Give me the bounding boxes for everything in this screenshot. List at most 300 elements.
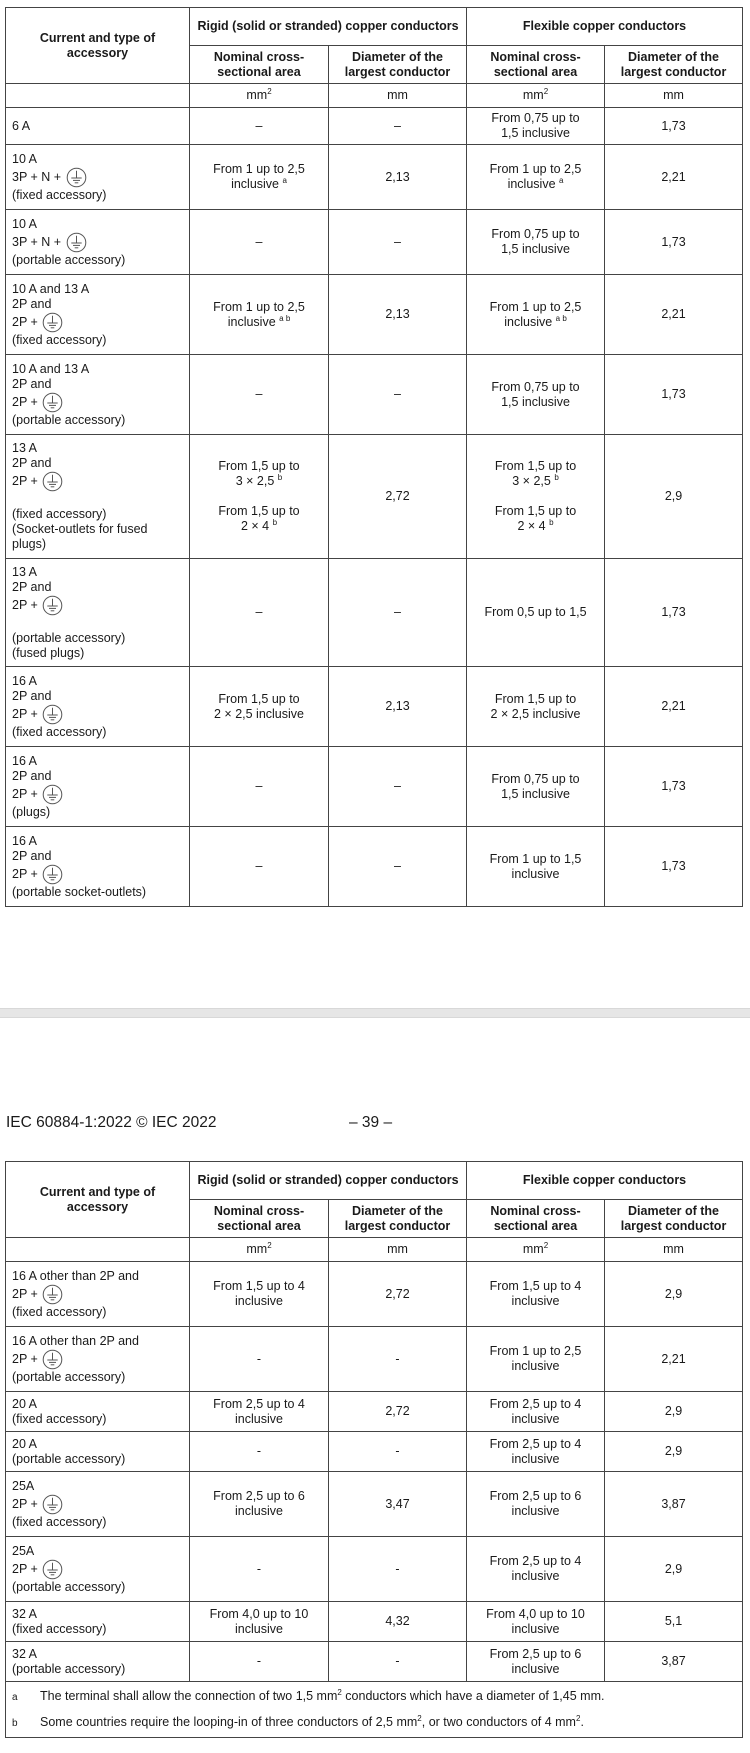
- col-flexible-group: Flexible copper conductors: [467, 8, 743, 46]
- footnotes-row: [6, 1682, 743, 1738]
- cell-line: 2P +: [12, 595, 183, 616]
- cell-line: –: [394, 859, 401, 873]
- cell-flex-diameter: [605, 667, 743, 747]
- cell-rigid-area: [190, 747, 329, 827]
- protective-earth-icon: [42, 595, 63, 616]
- footnote-ref: a: [559, 175, 564, 185]
- cell-line: From 0,75 up to: [491, 379, 580, 394]
- cell-line: 1,5 inclusive: [501, 786, 570, 801]
- cell-line: 1,73: [661, 387, 686, 401]
- footnote-ref: b: [272, 517, 278, 527]
- cell-flex-area: [467, 275, 605, 355]
- cell-line: From 1,5 up to: [218, 691, 300, 706]
- cell-line: (fixed accessory): [12, 724, 107, 739]
- cell-line: 2 × 2,5 inclusive: [214, 706, 304, 721]
- col-current-type: Current and type of accessory: [6, 8, 190, 84]
- cell-line: 2,9: [664, 1444, 683, 1458]
- cell-line: 16 A other than 2P and: [12, 1268, 139, 1283]
- cell-rigid-diameter: [329, 145, 467, 210]
- cell-flex-diameter: [605, 827, 743, 907]
- cell-line: From 0,75 up to: [491, 227, 580, 241]
- col-flex-diameter: Diameter of the largest conductor: [605, 46, 743, 84]
- cell-line: -: [256, 1351, 262, 1366]
- table-row: [6, 275, 743, 355]
- protective-earth-icon: [42, 471, 63, 492]
- cell-line: From 1 up to 1,5: [489, 851, 582, 866]
- cell-line: 2P and: [12, 376, 52, 391]
- cell-line: From 1,5 up to 4: [213, 1279, 305, 1293]
- cell-line: From 2,5 up to 6: [213, 1489, 305, 1503]
- cell-line: 2,9: [664, 1286, 683, 1301]
- cell-rigid-area: [190, 145, 329, 210]
- cell-line: 2,9: [664, 1404, 683, 1418]
- cell-rigid-area: [190, 1537, 329, 1602]
- table-row: [6, 827, 743, 907]
- cell-current-type: [6, 210, 190, 275]
- table-row: [6, 1537, 743, 1602]
- cell-rigid-area: [190, 435, 329, 559]
- cell-flex-diameter: [605, 275, 743, 355]
- footnote-ref: b: [549, 517, 554, 527]
- cell-line: -: [395, 1654, 400, 1668]
- cell-line: From 2,5 up to 4: [489, 1554, 582, 1568]
- cell-line: inclusive: [235, 1504, 283, 1518]
- cell-line: From 4,0 up to 10: [486, 1606, 585, 1621]
- cell-line: 1,73: [661, 118, 686, 133]
- cell-current-type: [6, 1472, 190, 1537]
- cell-rigid-diameter: [329, 827, 467, 907]
- cell-line: 2,9: [664, 489, 683, 503]
- cell-line: (plugs): [12, 804, 51, 819]
- cell-line: 2P +: [12, 864, 183, 885]
- cell-line: (fixed accessory): [12, 1621, 107, 1636]
- cell-flex-area: [467, 1472, 605, 1537]
- cell-line: From 2,5 up to 6: [489, 1489, 582, 1503]
- cell-line: (fixed accessory): [12, 1411, 107, 1426]
- cell-line: (portable accessory): [12, 1579, 126, 1594]
- cell-line: From 1 up to 2,5: [213, 162, 305, 176]
- unit-rigid-area: $mm^2$: [190, 84, 329, 108]
- cell-flex-area: [467, 1432, 605, 1472]
- cell-line: inclusive: [511, 1294, 560, 1308]
- col-flex-area: Nominal cross-sectional area: [467, 46, 605, 84]
- cell-line: 2,9: [664, 1561, 683, 1576]
- cell-line: 2P +: [12, 1559, 183, 1580]
- cell-line: 3,87: [661, 1496, 686, 1511]
- cell-line: 1,5 inclusive: [501, 394, 570, 409]
- unit-flex-area: $mm^2$: [467, 1238, 605, 1262]
- conductor-table-page-39: [5, 1161, 743, 1738]
- protective-earth-icon: [66, 167, 87, 188]
- cell-line: -: [256, 1654, 262, 1668]
- cell-line: [12, 616, 183, 631]
- cell-rigid-diameter: [329, 355, 467, 435]
- cell-flex-diameter: [605, 1262, 743, 1327]
- footnote-ref: a b: [279, 313, 291, 323]
- cell-line: 2P +: [12, 1349, 183, 1370]
- cell-line: 2,21: [661, 1351, 686, 1366]
- cell-line: (Socket-outlets for fused: [12, 522, 148, 536]
- table-row: [6, 1392, 743, 1432]
- cell-flex-diameter: [605, 145, 743, 210]
- col-rigid-area: Nominal cross-sectional area: [190, 46, 329, 84]
- cell-line: inclusive: [511, 866, 560, 881]
- cell-line: 1,73: [661, 859, 686, 873]
- col-rigid-group: Rigid (solid or stranded) copper conductors: [190, 1162, 467, 1200]
- cell-rigid-diameter: [329, 210, 467, 275]
- table-row: [6, 1327, 743, 1392]
- cell-rigid-diameter: [329, 1602, 467, 1642]
- cell-line: From 2,5 up to 4: [489, 1396, 582, 1411]
- cell-line: 13 A: [12, 441, 38, 455]
- cell-line: 1,73: [661, 605, 686, 619]
- cell-current-type: [6, 1602, 190, 1642]
- cell-line: 2P and: [12, 456, 52, 470]
- cell-line: 2 × 4 $^b$: [240, 517, 278, 533]
- cell-flex-diameter: [605, 435, 743, 559]
- cell-line: From 1 up to 2,5: [489, 299, 582, 314]
- footnote-text: [40, 1715, 584, 1730]
- table-row: [6, 355, 743, 435]
- cell-line: (portable socket-outlets): [12, 884, 147, 899]
- cell-line: 20 A: [12, 1396, 38, 1411]
- footnote-ref: b: [554, 472, 559, 482]
- cell-line: 2,13: [385, 169, 410, 184]
- cell-rigid-area: [190, 827, 329, 907]
- table-row: [6, 1642, 743, 1682]
- table-row: [6, 667, 743, 747]
- unit-rigid-area: $mm^2$: [190, 1238, 329, 1262]
- cell-line: inclusive: [235, 1621, 283, 1636]
- cell-line: –: [394, 605, 401, 619]
- conductor-table-continued: [5, 7, 743, 907]
- cell-line: inclusive: [235, 1294, 283, 1308]
- cell-line: From 1,5 up to: [494, 459, 577, 473]
- cell-line: –: [255, 118, 263, 133]
- col-flexible-group: Flexible copper conductors: [467, 1162, 743, 1200]
- cell-current-type: [6, 559, 190, 667]
- cell-line: (fixed accessory): [12, 1304, 107, 1319]
- cell-line: From 2,5 up to 6: [489, 1646, 582, 1661]
- cell-flex-area: [467, 827, 605, 907]
- cell-current-type: [6, 1537, 190, 1602]
- cell-flex-area: [467, 210, 605, 275]
- cell-rigid-area: [190, 1392, 329, 1432]
- footnote-key: a: [12, 1691, 18, 1703]
- cell-current-type: [6, 145, 190, 210]
- cell-line: 2P +: [12, 392, 183, 413]
- cell-line: 16 A: [12, 833, 38, 848]
- cell-line: From 1,5 up to 4: [489, 1279, 582, 1293]
- footnote-ref: b: [277, 472, 283, 482]
- footnote-ref: 2: [417, 1713, 422, 1723]
- cell-flex-diameter: [605, 1327, 743, 1392]
- cell-rigid-diameter: [329, 1472, 467, 1537]
- cell-current-type: [6, 355, 190, 435]
- footnote-a: [12, 1689, 736, 1705]
- cell-line: 2,72: [385, 1286, 410, 1301]
- cell-rigid-area: [190, 1432, 329, 1472]
- col-rigid-area: Nominal cross-sectional area: [190, 1200, 329, 1238]
- cell-flex-diameter: [605, 559, 743, 667]
- cell-line: 16 A: [12, 753, 38, 768]
- table-row: [6, 1602, 743, 1642]
- cell-rigid-diameter: [329, 1537, 467, 1602]
- cell-line: 3,87: [661, 1654, 686, 1668]
- cell-line: 2P +: [12, 471, 183, 492]
- cell-line: (portable accessory): [12, 252, 126, 267]
- cell-rigid-area: [190, 1472, 329, 1537]
- cell-line: From 1,5 up to: [218, 459, 300, 473]
- document-reference: IEC 60884-1:2022 © IEC 2022: [6, 1114, 217, 1131]
- cell-flex-area: [467, 1327, 605, 1392]
- col-flex-area: Nominal cross-sectional area: [467, 1200, 605, 1238]
- cell-flex-diameter: [605, 355, 743, 435]
- cell-rigid-area: [190, 667, 329, 747]
- cell-rigid-diameter: [329, 747, 467, 827]
- cell-line: From 2,5 up to 4: [213, 1396, 305, 1411]
- cell-line: 32 A: [12, 1646, 38, 1661]
- cell-rigid-diameter: [329, 108, 467, 145]
- protective-earth-icon: [42, 1349, 63, 1370]
- cell-line: –: [255, 859, 263, 873]
- cell-line: (portable accessory): [12, 630, 126, 645]
- col-rigid-group: Rigid (solid or stranded) copper conductors: [190, 8, 467, 46]
- protective-earth-icon: [42, 1284, 63, 1305]
- cell-line: –: [255, 234, 263, 249]
- cell-rigid-area: [190, 1327, 329, 1392]
- cell-line: 2P and: [12, 848, 52, 863]
- table-row: [6, 108, 743, 145]
- cell-line: Some countries require the looping-in of three conductors of 2,5 $mm^2$, or two conductors of 4 $mm^2$.: [40, 1713, 584, 1729]
- cell-line: 16 A other than 2P and: [12, 1333, 139, 1348]
- cell-flex-diameter: [605, 1392, 743, 1432]
- table-row: [6, 1472, 743, 1537]
- unit-flex-dia: mm: [605, 84, 743, 108]
- cell-line: 2P and: [12, 296, 52, 311]
- table-row: [6, 145, 743, 210]
- cell-rigid-diameter: [329, 1642, 467, 1682]
- cell-rigid-area: [190, 1602, 329, 1642]
- cell-line: [196, 489, 322, 504]
- cell-line: 2,72: [385, 1404, 410, 1418]
- col-rigid-diameter: Diameter of the largest conductor: [329, 1200, 467, 1238]
- protective-earth-icon: [42, 392, 63, 413]
- cell-line: (portable accessory): [12, 1661, 126, 1676]
- unit-rigid-dia: mm: [329, 1238, 467, 1262]
- cell-current-type: [6, 747, 190, 827]
- cell-line: 10 A: [12, 151, 38, 166]
- cell-current-type: [6, 667, 190, 747]
- cell-line: From 1 up to 2,5: [213, 299, 305, 314]
- cell-line: –: [394, 118, 401, 133]
- cell-line: (fused plugs): [12, 645, 85, 660]
- table-row: [6, 1262, 743, 1327]
- cell-rigid-diameter: [329, 1432, 467, 1472]
- cell-line: 2P and: [12, 579, 52, 594]
- footnote-ref: 2: [337, 1687, 342, 1697]
- cell-line: 25A: [12, 1543, 35, 1558]
- footnote-ref: a: [282, 175, 287, 185]
- cell-line: inclusive: [511, 1451, 560, 1466]
- cell-line: 1,73: [661, 234, 686, 249]
- cell-line: [473, 489, 598, 504]
- cell-rigid-area: [190, 275, 329, 355]
- cell-current-type: [6, 275, 190, 355]
- cell-line: -: [256, 1444, 262, 1458]
- cell-rigid-diameter: [329, 1392, 467, 1432]
- cell-line: 2P +: [12, 784, 183, 805]
- cell-line: 2P +: [12, 312, 183, 333]
- cell-line: inclusive $^{a b}$: [227, 313, 291, 329]
- protective-earth-icon: [42, 312, 63, 333]
- page-separator: [0, 1008, 750, 1018]
- cell-line: 2,21: [661, 307, 686, 321]
- cell-flex-area: [467, 1392, 605, 1432]
- table-row: [6, 747, 743, 827]
- cell-line: From 1,5 up to: [494, 504, 577, 518]
- cell-line: 2,21: [661, 169, 686, 184]
- unit-empty: [6, 1238, 190, 1262]
- cell-line: 1,73: [661, 779, 686, 793]
- cell-current-type: [6, 1432, 190, 1472]
- cell-flex-area: [467, 108, 605, 145]
- cell-line: 2P and: [12, 688, 52, 703]
- cell-line: 2P +: [12, 1494, 183, 1515]
- cell-current-type: [6, 827, 190, 907]
- cell-flex-area: [467, 1537, 605, 1602]
- cell-current-type: [6, 108, 190, 145]
- cell-line: 2,21: [661, 699, 686, 713]
- cell-flex-diameter: [605, 1602, 743, 1642]
- footnotes: [6, 1682, 743, 1738]
- cell-line: –: [394, 779, 401, 793]
- cell-line: 16 A: [12, 673, 38, 688]
- cell-line: 1,5 inclusive: [501, 126, 570, 140]
- cell-flex-diameter: [605, 1537, 743, 1602]
- cell-line: 2 × 2,5 inclusive: [490, 706, 581, 721]
- cell-flex-area: [467, 145, 605, 210]
- cell-rigid-diameter: [329, 667, 467, 747]
- cell-rigid-area: [190, 1262, 329, 1327]
- cell-rigid-diameter: [329, 1327, 467, 1392]
- footnote-ref: 2: [575, 1713, 581, 1723]
- cell-line: 3 × 2,5 $^b$: [512, 472, 559, 488]
- col-current-type: Current and type of accessory: [6, 1162, 190, 1238]
- cell-current-type: [6, 1262, 190, 1327]
- unit-flex-area: $mm^2$: [467, 84, 605, 108]
- cell-line: –: [394, 234, 401, 249]
- cell-line: From 1,5 up to: [218, 504, 300, 518]
- protective-earth-icon: [42, 864, 63, 885]
- cell-rigid-area: [190, 210, 329, 275]
- cell-line: 1,5 inclusive: [501, 242, 570, 256]
- cell-line: 3P + N +: [12, 232, 183, 253]
- page-number: – 39 –: [349, 1114, 393, 1131]
- cell-line: 25A: [12, 1478, 35, 1493]
- cell-flex-area: [467, 355, 605, 435]
- cell-line: (fixed accessory): [12, 332, 107, 347]
- cell-rigid-diameter: [329, 1262, 467, 1327]
- cell-flex-area: [467, 559, 605, 667]
- cell-line: 2,13: [385, 307, 410, 321]
- cell-rigid-diameter: [329, 275, 467, 355]
- cell-line: –: [255, 387, 263, 401]
- cell-line: 10 A and 13 A: [12, 281, 90, 296]
- cell-line: 2P +: [12, 1284, 183, 1305]
- table-row: [6, 559, 743, 667]
- cell-rigid-area: [190, 108, 329, 145]
- cell-line: 6 A: [12, 118, 31, 133]
- cell-line: 2,72: [385, 489, 410, 503]
- cell-line: 5,1: [664, 1614, 683, 1628]
- cell-flex-diameter: [605, 210, 743, 275]
- cell-line: 3,47: [385, 1496, 410, 1511]
- cell-line: (fixed accessory): [12, 187, 107, 202]
- cell-line: 2P +: [12, 704, 183, 725]
- col-rigid-diameter: Diameter of the largest conductor: [329, 46, 467, 84]
- cell-current-type: [6, 1642, 190, 1682]
- cell-line: (portable accessory): [12, 1369, 126, 1384]
- cell-line: inclusive: [511, 1661, 560, 1676]
- cell-flex-diameter: [605, 1642, 743, 1682]
- cell-flex-area: [467, 435, 605, 559]
- cell-line: From 1,5 up to: [494, 691, 577, 706]
- unit-empty: [6, 84, 190, 108]
- cell-flex-area: [467, 1642, 605, 1682]
- cell-line: inclusive: [511, 1411, 560, 1426]
- cell-line: inclusive: [511, 1359, 560, 1373]
- col-flex-diameter: Diameter of the largest conductor: [605, 1200, 743, 1238]
- cell-line: inclusive $^{a b}$: [504, 313, 567, 329]
- footnote-text: [40, 1689, 604, 1704]
- cell-flex-diameter: [605, 1472, 743, 1537]
- protective-earth-icon: [42, 784, 63, 805]
- cell-line: 20 A: [12, 1436, 38, 1451]
- protective-earth-icon: [42, 1559, 63, 1580]
- cell-flex-diameter: [605, 747, 743, 827]
- cell-line: (fixed accessory): [12, 507, 107, 521]
- cell-line: 4,32: [385, 1614, 410, 1628]
- cell-line: 10 A: [12, 216, 38, 231]
- unit-flex-dia: mm: [605, 1238, 743, 1262]
- cell-line: 2P and: [12, 768, 52, 783]
- cell-line: (portable accessory): [12, 1451, 126, 1466]
- cell-line: From 1 up to 2,5: [489, 162, 582, 176]
- cell-flex-area: [467, 747, 605, 827]
- cell-rigid-area: [190, 559, 329, 667]
- cell-rigid-diameter: [329, 435, 467, 559]
- cell-flex-area: [467, 1262, 605, 1327]
- cell-line: From 0,75 up to: [491, 771, 580, 786]
- footnote-b: [12, 1715, 736, 1731]
- table-row: [6, 435, 743, 559]
- cell-line: 10 A and 13 A: [12, 361, 90, 376]
- cell-line: From 0,5 up to 1,5: [484, 605, 587, 619]
- cell-line: From 1 up to 2,5: [489, 1344, 582, 1358]
- cell-line: (portable accessory): [12, 412, 126, 427]
- cell-line: 2 × 4 $^b$: [517, 517, 554, 533]
- cell-flex-diameter: [605, 1432, 743, 1472]
- cell-current-type: [6, 1327, 190, 1392]
- cell-line: -: [395, 1444, 400, 1458]
- cell-line: inclusive $^a$: [231, 175, 287, 191]
- cell-rigid-diameter: [329, 559, 467, 667]
- cell-line: –: [394, 387, 401, 401]
- cell-line: –: [255, 779, 263, 793]
- cell-line: 2,13: [385, 699, 410, 713]
- cell-line: inclusive $^a$: [507, 175, 564, 191]
